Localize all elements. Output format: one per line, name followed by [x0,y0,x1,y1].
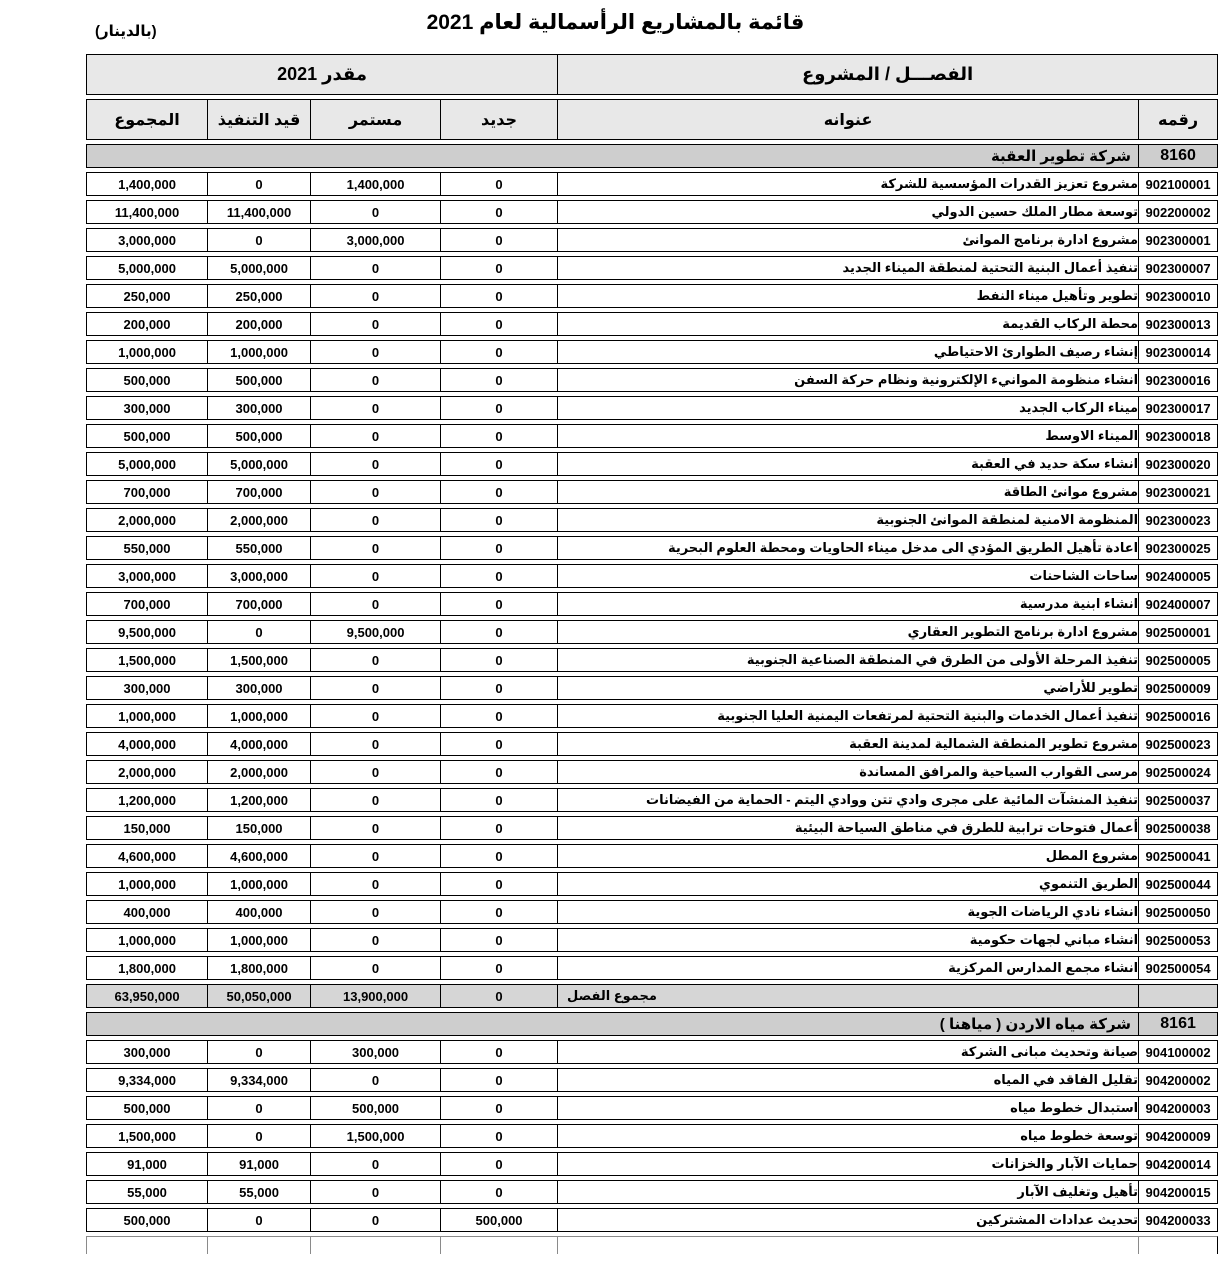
page-title: قائمة بالمشاريع الرأسمالية لعام 2021 [426,11,805,34]
value-total-cell: 1,500,000 [86,1124,207,1148]
value-new-cell: 0 [440,1124,557,1148]
value-continuing-cell: 0 [310,1180,440,1204]
value-total-cell: 300,000 [86,1040,207,1064]
value-in-progress-cell: 9,334,000 [207,1068,310,1092]
value-total-cell: 250,000 [86,284,207,308]
partial-continuing-cell [310,1236,440,1254]
col-header-total: المجموع [86,99,207,140]
project-title-cell: توسعة مطار الملك حسين الدولي [557,200,1138,224]
value-continuing-cell: 9,500,000 [310,620,440,644]
value-in-progress-cell: 0 [207,1040,310,1064]
value-new-cell: 0 [440,1152,557,1176]
value-total-cell: 1,000,000 [86,928,207,952]
project-number-cell: 904200003 [1138,1096,1218,1120]
project-number-cell: 902300016 [1138,368,1218,392]
project-number-cell: 902300023 [1138,508,1218,532]
value-new-cell: 0 [440,704,557,728]
value-total-cell: 500,000 [86,424,207,448]
value-total-cell: 1,000,000 [86,340,207,364]
project-title-cell: انشاء نادي الرياضات الجوية [557,900,1138,924]
value-total-cell: 500,000 [86,1096,207,1120]
project-number-cell: 902300021 [1138,480,1218,504]
project-title-cell: تطوير وتأهيل ميناء النفط [557,284,1138,308]
projects-table [86,50,1218,1258]
project-number-cell: 902400007 [1138,592,1218,616]
value-continuing-cell: 500,000 [310,1096,440,1120]
value-continuing-cell: 0 [310,872,440,896]
value-in-progress-cell: 400,000 [207,900,310,924]
value-in-progress-cell: 0 [207,172,310,196]
value-in-progress-cell: 5,000,000 [207,256,310,280]
project-number-cell: 902300013 [1138,312,1218,336]
project-number-cell: 902300018 [1138,424,1218,448]
project-number-cell: 902500009 [1138,676,1218,700]
value-continuing-cell: 1,500,000 [310,1124,440,1148]
project-number-cell: 902400005 [1138,564,1218,588]
value-total-cell: 400,000 [86,900,207,924]
project-row [86,872,1218,896]
project-title-cell: ميناء الركاب الجديد [557,396,1138,420]
header-columns-row [86,99,1218,140]
value-new-cell: 500,000 [440,1208,557,1232]
value-in-progress-cell: 700,000 [207,480,310,504]
value-new-cell: 0 [440,872,557,896]
col-header-name: عنوانه [557,99,1138,140]
value-total-cell: 4,000,000 [86,732,207,756]
project-row [86,200,1218,224]
value-in-progress-cell: 700,000 [207,592,310,616]
value-total-cell: 150,000 [86,816,207,840]
value-continuing-cell: 0 [310,368,440,392]
value-continuing-cell: 0 [310,816,440,840]
value-total-cell: 9,334,000 [86,1068,207,1092]
project-title-cell: توسعة خطوط مياه [557,1124,1138,1148]
value-total-cell: 5,000,000 [86,452,207,476]
project-title-cell: محطة الركاب القديمة [557,312,1138,336]
project-title-cell: أعمال فتوحات ترابية للطرق في مناطق السياحة البيئية [557,816,1138,840]
col-header-in-progress: قيد التنفيذ [207,99,310,140]
project-number-cell: 902300007 [1138,256,1218,280]
subtotal-new-cell: 0 [440,984,557,1008]
chapter-subtotal-row [86,984,1218,1008]
value-continuing-cell: 0 [310,1068,440,1092]
value-total-cell: 55,000 [86,1180,207,1204]
value-total-cell: 1,200,000 [86,788,207,812]
value-in-progress-cell: 500,000 [207,368,310,392]
value-new-cell: 0 [440,312,557,336]
value-total-cell: 1,500,000 [86,648,207,672]
value-in-progress-cell: 1,200,000 [207,788,310,812]
value-continuing-cell: 3,000,000 [310,228,440,252]
value-total-cell: 300,000 [86,676,207,700]
value-new-cell: 0 [440,760,557,784]
value-new-cell: 0 [440,816,557,840]
project-row [86,1040,1218,1064]
project-number-cell: 902300014 [1138,340,1218,364]
project-title-cell: ساحات الشاحنات [557,564,1138,588]
chapter-number-cell: 8161 [1138,1012,1218,1036]
value-continuing-cell: 0 [310,1208,440,1232]
value-new-cell: 0 [440,676,557,700]
value-new-cell: 0 [440,592,557,616]
project-title-cell: الطريق التنموي [557,872,1138,896]
value-continuing-cell: 0 [310,536,440,560]
value-in-progress-cell: 5,000,000 [207,452,310,476]
value-continuing-cell: 0 [310,760,440,784]
value-new-cell: 0 [440,1040,557,1064]
value-total-cell: 3,000,000 [86,564,207,588]
project-number-cell: 902500024 [1138,760,1218,784]
project-number-cell: 902300010 [1138,284,1218,308]
partial-title-cell [557,1236,1138,1254]
value-total-cell: 500,000 [86,368,207,392]
subtotal-number-cell [1138,984,1218,1008]
project-title-cell: مشروع ادارة برنامج التطوير العقاري [557,620,1138,644]
value-new-cell: 0 [440,508,557,532]
project-number-cell: 904200014 [1138,1152,1218,1176]
value-total-cell: 5,000,000 [86,256,207,280]
project-row [86,424,1218,448]
col-header-new: جديد [440,99,557,140]
chapter-row [86,144,1218,168]
value-new-cell: 0 [440,956,557,980]
value-in-progress-cell: 1,000,000 [207,928,310,952]
value-continuing-cell: 0 [310,788,440,812]
project-title-cell: تطوير للأراضي [557,676,1138,700]
value-in-progress-cell: 300,000 [207,396,310,420]
value-in-progress-cell: 0 [207,1208,310,1232]
project-number-cell: 902100001 [1138,172,1218,196]
project-title-cell: تقليل الفاقد في المياه [557,1068,1138,1092]
subtotal-continuing-cell: 13,900,000 [310,984,440,1008]
project-title-cell: انشاء مجمع المدارس المركزية [557,956,1138,980]
value-new-cell: 0 [440,200,557,224]
project-row [86,172,1218,196]
value-in-progress-cell: 2,000,000 [207,508,310,532]
project-row [86,844,1218,868]
project-title-cell: اعادة تأهيل الطريق المؤدي الى مدخل ميناء الحاويات ومحطة العلوم البحرية [557,536,1138,560]
project-row [86,396,1218,420]
value-in-progress-cell: 1,000,000 [207,872,310,896]
project-number-cell: 902300025 [1138,536,1218,560]
value-total-cell: 1,000,000 [86,704,207,728]
value-continuing-cell: 0 [310,424,440,448]
value-continuing-cell: 0 [310,956,440,980]
value-continuing-cell: 0 [310,732,440,756]
project-number-cell: 902500023 [1138,732,1218,756]
project-title-cell: مشروع موانئ الطاقة [557,480,1138,504]
value-new-cell: 0 [440,1180,557,1204]
value-total-cell: 2,000,000 [86,760,207,784]
value-total-cell: 700,000 [86,592,207,616]
project-title-cell: انشاء سكة حديد في العقبة [557,452,1138,476]
partial-new-cell [440,1236,557,1254]
project-title-cell: انشاء منظومة الموانيء الإلكترونية ونظام حركة السفن [557,368,1138,392]
value-new-cell: 0 [440,732,557,756]
value-total-cell: 500,000 [86,1208,207,1232]
project-number-cell: 904200015 [1138,1180,1218,1204]
project-title-cell: مرسى القوارب السياحية والمرافق المساندة [557,760,1138,784]
header-chapter-project: الفصـــل / المشروع [557,54,1218,95]
project-title-cell: صيانة وتحديث مبانى الشركة [557,1040,1138,1064]
project-row [86,340,1218,364]
value-in-progress-cell: 550,000 [207,536,310,560]
value-continuing-cell: 0 [310,928,440,952]
value-total-cell: 200,000 [86,312,207,336]
project-row [86,648,1218,672]
value-new-cell: 0 [440,1096,557,1120]
value-continuing-cell: 0 [310,844,440,868]
value-continuing-cell: 0 [310,200,440,224]
project-row [86,284,1218,308]
value-continuing-cell: 0 [310,340,440,364]
value-total-cell: 1,800,000 [86,956,207,980]
project-row [86,956,1218,980]
value-new-cell: 0 [440,424,557,448]
project-row [86,676,1218,700]
value-total-cell: 3,000,000 [86,228,207,252]
value-total-cell: 11,400,000 [86,200,207,224]
project-title-cell: المنظومة الامنية لمنطقة الموانئ الجنوبية [557,508,1138,532]
value-in-progress-cell: 55,000 [207,1180,310,1204]
project-row [86,536,1218,560]
value-new-cell: 0 [440,1068,557,1092]
value-in-progress-cell: 1,000,000 [207,704,310,728]
subtotal-total-cell: 63,950,000 [86,984,207,1008]
value-total-cell: 700,000 [86,480,207,504]
project-number-cell: 904200033 [1138,1208,1218,1232]
project-row [86,704,1218,728]
project-number-cell: 902500005 [1138,648,1218,672]
value-new-cell: 0 [440,396,557,420]
partial-total-cell [86,1236,207,1254]
value-new-cell: 0 [440,844,557,868]
project-row [86,1096,1218,1120]
partial-next-row [86,1236,1218,1254]
value-continuing-cell: 0 [310,704,440,728]
project-row [86,900,1218,924]
project-number-cell: 902500050 [1138,900,1218,924]
value-new-cell: 0 [440,256,557,280]
value-new-cell: 0 [440,536,557,560]
project-number-cell: 902500016 [1138,704,1218,728]
value-in-progress-cell: 200,000 [207,312,310,336]
chapter-row [86,1012,1218,1036]
project-title-cell: حمايات الآبار والخزانات [557,1152,1138,1176]
value-new-cell: 0 [440,228,557,252]
chapter-name-cell: شركة تطوير العقبة [86,144,1138,168]
partial-number-cell [1138,1236,1218,1254]
value-new-cell: 0 [440,368,557,392]
header-estimated-2021: مقدر 2021 [86,54,557,95]
project-row [86,1124,1218,1148]
value-new-cell: 0 [440,620,557,644]
value-in-progress-cell: 0 [207,620,310,644]
value-in-progress-cell: 91,000 [207,1152,310,1176]
project-title-cell: انشاء ابنية مدرسية [557,592,1138,616]
value-continuing-cell: 0 [310,256,440,280]
value-new-cell: 0 [440,284,557,308]
project-row [86,452,1218,476]
value-in-progress-cell: 150,000 [207,816,310,840]
value-new-cell: 0 [440,480,557,504]
project-number-cell: 902300017 [1138,396,1218,420]
project-number-cell: 902300020 [1138,452,1218,476]
project-number-cell: 902300001 [1138,228,1218,252]
project-number-cell: 904100002 [1138,1040,1218,1064]
project-row [86,228,1218,252]
project-row [86,1152,1218,1176]
chapter-number-cell: 8160 [1138,144,1218,168]
value-continuing-cell: 0 [310,312,440,336]
value-in-progress-cell: 250,000 [207,284,310,308]
value-continuing-cell: 1,400,000 [310,172,440,196]
value-continuing-cell: 0 [310,452,440,476]
project-row [86,312,1218,336]
project-title-cell: انشاء مباني لجهات حكومية [557,928,1138,952]
project-row [86,788,1218,812]
project-number-cell: 902500054 [1138,956,1218,980]
project-title-cell: مشروع تطوير المنطقة الشمالية لمدينة العقبة [557,732,1138,756]
project-row [86,592,1218,616]
value-in-progress-cell: 0 [207,1096,310,1120]
value-continuing-cell: 0 [310,1152,440,1176]
value-in-progress-cell: 0 [207,1124,310,1148]
value-continuing-cell: 0 [310,480,440,504]
project-number-cell: 902200002 [1138,200,1218,224]
value-new-cell: 0 [440,928,557,952]
value-continuing-cell: 0 [310,676,440,700]
project-number-cell: 902500001 [1138,620,1218,644]
project-number-cell: 902500041 [1138,844,1218,868]
project-number-cell: 902500037 [1138,788,1218,812]
project-title-cell: مشروع ادارة برنامج الموانئ [557,228,1138,252]
subtotal-in-progress-cell: 50,050,000 [207,984,310,1008]
project-number-cell: 904200002 [1138,1068,1218,1092]
project-row [86,508,1218,532]
currency-note: (بالدينار) [95,23,157,40]
value-total-cell: 300,000 [86,396,207,420]
project-row [86,1208,1218,1232]
col-header-number: رقمه [1138,99,1218,140]
value-new-cell: 0 [440,564,557,588]
project-title-cell: تنفيذ أعمال الخدمات والبنية التحتية لمرتفعات اليمنية العليا الجنوبية [557,704,1138,728]
header-group-row [86,54,1218,95]
project-number-cell: 904200009 [1138,1124,1218,1148]
project-title-cell: مشروع المطل [557,844,1138,868]
value-in-progress-cell: 1,000,000 [207,340,310,364]
project-title-cell: تنفيذ المنشآت المائية على مجرى وادي تتن ووادي اليتم - الحماية من الفيضانات [557,788,1138,812]
col-header-continuing: مستمر [310,99,440,140]
project-row [86,564,1218,588]
project-row [86,928,1218,952]
project-row [86,1068,1218,1092]
value-continuing-cell: 0 [310,900,440,924]
value-continuing-cell: 0 [310,648,440,672]
project-row [86,620,1218,644]
value-total-cell: 9,500,000 [86,620,207,644]
project-title-cell: الميناء الاوسط [557,424,1138,448]
project-row [86,816,1218,840]
project-title-cell: تنفيذ المرحلة الأولى من الطرق في المنطقة الصناعية الجنوبية [557,648,1138,672]
project-row [86,480,1218,504]
partial-in-progress-cell [207,1236,310,1254]
value-in-progress-cell: 0 [207,228,310,252]
value-in-progress-cell: 1,500,000 [207,648,310,672]
value-new-cell: 0 [440,452,557,476]
project-row [86,1180,1218,1204]
value-new-cell: 0 [440,900,557,924]
value-new-cell: 0 [440,788,557,812]
value-in-progress-cell: 300,000 [207,676,310,700]
value-continuing-cell: 0 [310,396,440,420]
project-title-cell: مشروع تعزيز القدرات المؤسسية للشركة [557,172,1138,196]
value-continuing-cell: 0 [310,284,440,308]
value-total-cell: 1,000,000 [86,872,207,896]
value-total-cell: 91,000 [86,1152,207,1176]
value-new-cell: 0 [440,648,557,672]
chapter-name-cell: شركة مياه الاردن ( مياهنا ) [86,1012,1138,1036]
project-row [86,732,1218,756]
value-continuing-cell: 300,000 [310,1040,440,1064]
value-total-cell: 2,000,000 [86,508,207,532]
project-row [86,368,1218,392]
value-in-progress-cell: 11,400,000 [207,200,310,224]
project-title-cell: تحديث عدادات المشتركين [557,1208,1138,1232]
value-in-progress-cell: 3,000,000 [207,564,310,588]
value-in-progress-cell: 500,000 [207,424,310,448]
value-in-progress-cell: 2,000,000 [207,760,310,784]
project-title-cell: إنشاء رصيف الطوارئ الاحتياطي [557,340,1138,364]
value-total-cell: 550,000 [86,536,207,560]
project-title-cell: تأهيل وتغليف الآبار [557,1180,1138,1204]
value-in-progress-cell: 4,000,000 [207,732,310,756]
project-number-cell: 902500053 [1138,928,1218,952]
value-total-cell: 4,600,000 [86,844,207,868]
value-continuing-cell: 0 [310,564,440,588]
subtotal-label-cell: مجموع الفصل [557,984,1138,1008]
project-number-cell: 902500038 [1138,816,1218,840]
value-in-progress-cell: 4,600,000 [207,844,310,868]
value-total-cell: 1,400,000 [86,172,207,196]
project-title-cell: تنفيذ أعمال البنية التحتية لمنطقة الميناء الجديد [557,256,1138,280]
value-continuing-cell: 0 [310,508,440,532]
project-row [86,760,1218,784]
value-new-cell: 0 [440,340,557,364]
value-in-progress-cell: 1,800,000 [207,956,310,980]
project-title-cell: استبدال خطوط مياه [557,1096,1138,1120]
value-new-cell: 0 [440,172,557,196]
project-row [86,256,1218,280]
value-continuing-cell: 0 [310,592,440,616]
project-number-cell: 902500044 [1138,872,1218,896]
